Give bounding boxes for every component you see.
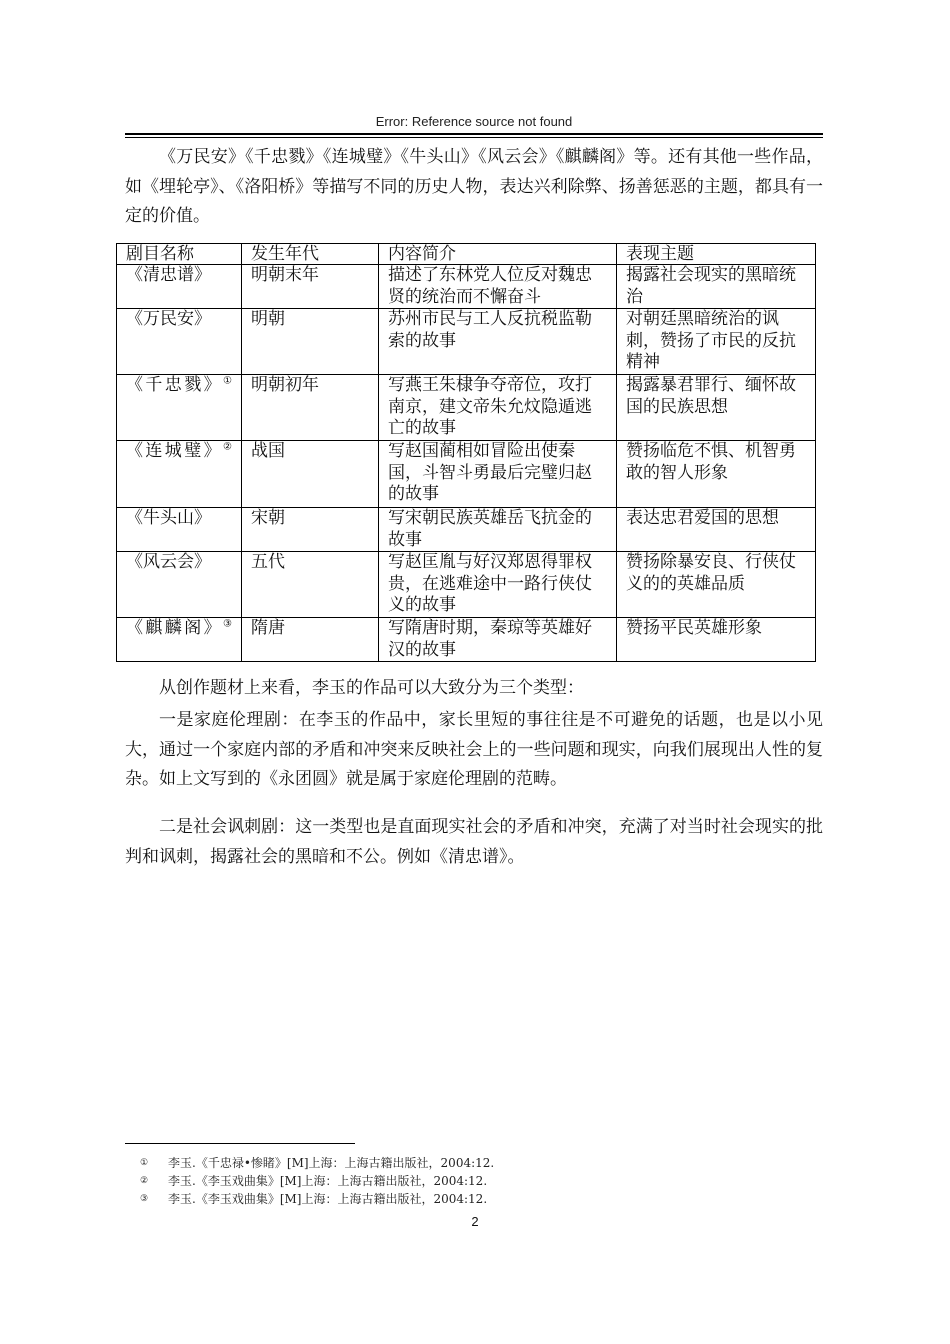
play-title: 《牛头山》 [117,508,242,552]
play-theme: 赞扬临危不惧、机智勇敢的智人形象 [617,441,816,508]
play-title: 《万民安》 [117,309,242,375]
play-title: 《清忠谱》 [117,265,242,309]
header-cell-era: 发生年代 [242,244,379,265]
header-cell-title: 剧目名称 [117,244,242,265]
footnote-text: 李玉.《李玉戏曲集》[M]上海：上海古籍出版社，2004:12. [168,1174,488,1188]
footnote-separator [125,1143,355,1144]
play-theme: 表达忠君爱国的思想 [617,508,816,552]
intro-paragraph: 《万民安》《千忠戮》《连城璧》《牛头山》《风云会》《麒麟阁》等。还有其他一些作品，如《埋轮亭》、《洛阳桥》等描写不同的历史人物，表达兴利除弊、扬善惩恶的主题，都具有一定的价值。 [125,147,823,226]
body-paragraph: 二是社会讽刺剧：这一类型也是直面现实社会的矛盾和冲突，充满了对当时社会现实的批判和讽刺，揭露社会的黑暗和不公。例如《清忠谱》。 [125,817,823,867]
play-title: 《千忠戮》① [117,375,242,441]
table-row [117,618,816,662]
table-row [117,265,816,309]
play-era: 战国 [242,441,379,508]
play-theme: 赞扬除暴安良、行侠仗义的的英雄品质 [617,552,816,618]
footnote-mark: ① [140,1158,149,1168]
footnote [140,1155,494,1171]
play-summary: 写隋唐时期，秦琼等英雄好汉的故事 [379,618,617,662]
table-row [117,552,816,618]
table-header-row [117,244,816,265]
footnote-text: 李玉.《千忠禄•惨睹》[M]上海：上海古籍出版社，2004:12. [168,1156,495,1170]
table-row [117,441,816,508]
play-summary: 苏州市民与工人反抗税监勒索的故事 [379,309,617,375]
play-summary: 写宋朝民族英雄岳飞抗金的故事 [379,508,617,552]
header-rule-thick [125,133,823,135]
play-summary: 写燕王朱棣争夺帝位，攻打南京，建文帝朱允炆隐遁逃亡的故事 [379,375,617,441]
play-theme: 揭露社会现实的黑暗统治 [617,265,816,309]
table-row [117,508,816,552]
play-title: 《风云会》 [117,552,242,618]
footnote-ref[interactable]: ② [223,441,232,453]
play-era: 宋朝 [242,508,379,552]
table-row [117,309,816,375]
body-paragraph: 一是家庭伦理剧：在李玉的作品中，家长里短的事往往是不可避免的话题，也是以小见大，通过一个家庭内部的矛盾和冲突来反映社会上的一些问题和现实，向我们展现出人性的复杂。如上文写到的《永团圆》就是属于家庭伦理剧的范畴。 [125,710,823,789]
play-title: 《麒麟阁》③ [117,618,242,662]
header-cell-theme: 表现主题 [617,244,816,265]
footnote-mark: ③ [140,1194,149,1204]
play-era: 五代 [242,552,379,618]
footnote-text: 李玉.《李玉戏曲集》[M]上海：上海古籍出版社，2004:12. [168,1192,488,1206]
play-theme: 赞扬平民英雄形象 [617,618,816,662]
table-row [117,375,816,441]
play-era: 明朝 [242,309,379,375]
running-header: Error: Reference source not found [375,114,573,129]
play-summary: 写赵国蔺相如冒险出使秦国，斗智斗勇最后完璧归赵的故事 [379,441,617,508]
footnote-ref[interactable]: ③ [223,618,232,630]
play-summary: 写赵匡胤与好汉郑恩得罪权贵，在逃难途中一路行侠仗义的故事 [379,552,617,618]
play-era: 隋唐 [242,618,379,662]
footnote-ref[interactable]: ① [223,375,232,387]
play-summary: 描述了东林党人位反对魏忠贤的统治而不懈奋斗 [379,265,617,309]
header-cell-summary: 内容简介 [379,244,617,265]
play-title: 《连城璧》② [117,441,242,508]
page-number: 2 [471,1214,479,1229]
header-rule-thin [125,137,823,138]
play-era: 明朝初年 [242,375,379,441]
plays-table [116,243,816,662]
play-theme: 对朝廷黑暗统治的讽刺，赞扬了市民的反抗精神 [617,309,816,375]
body-paragraph: 从创作题材上来看，李玉的作品可以大致分为三个类型： [159,678,584,698]
footnote-mark: ② [140,1176,149,1186]
play-theme: 揭露暴君罪行、缅怀故国的民族思想 [617,375,816,441]
footnote [140,1173,487,1189]
footnote [140,1191,487,1207]
play-era: 明朝末年 [242,265,379,309]
